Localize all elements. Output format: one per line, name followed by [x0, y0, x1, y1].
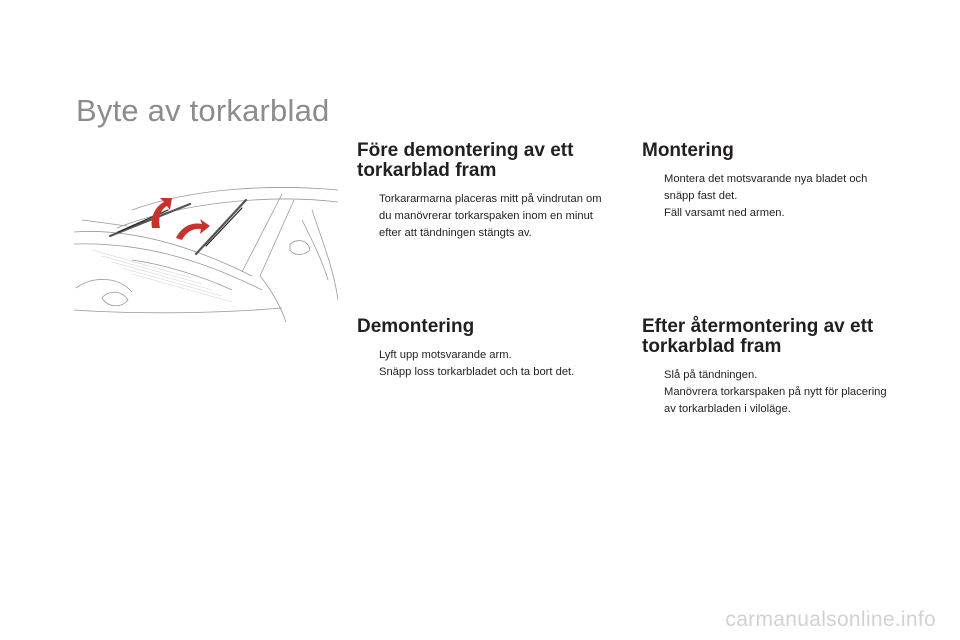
section-after-reinstallation — [642, 317, 897, 418]
list-item — [642, 384, 897, 418]
heading-line: torkarblad fram — [642, 336, 782, 357]
list-item — [642, 367, 897, 384]
instruction-list — [357, 347, 612, 381]
watermark: carmanualsonline.info — [725, 608, 936, 631]
list-item-text: Snäpp loss torkarbladet och ta bort det. — [379, 366, 575, 378]
list-item-text: Lyft upp motsvarande arm. — [379, 349, 512, 361]
heading-line: torkarblad fram — [357, 160, 497, 181]
section-removal — [357, 317, 612, 381]
section-heading — [642, 141, 897, 161]
list-item-text: Montera det motsvarande nya bladet och snäpp fast det. — [664, 173, 868, 202]
car-wiper-illustration — [72, 180, 338, 322]
list-item-text: Torkararmarna placeras mitt på vindrutan om du manövrerar torkarspaken inom en minut efter att tändningen stängts av. — [379, 193, 602, 239]
section-before-removal — [357, 141, 612, 242]
list-item-text: Manövrera torkarspaken på nytt för placering av torkarbladen i viloläge. — [664, 386, 887, 415]
heading-line: Demontering — [357, 316, 475, 337]
list-item-text: Fäll varsamt ned armen. — [664, 207, 785, 219]
heading-line: Efter återmontering av ett — [642, 316, 874, 337]
list-item — [642, 205, 897, 222]
page-title: Byte av torkarblad — [76, 93, 330, 128]
instruction-list — [357, 191, 612, 242]
section-installation — [642, 141, 897, 222]
section-heading — [642, 317, 897, 357]
section-heading — [357, 317, 612, 337]
list-item — [357, 191, 612, 242]
list-item — [357, 364, 612, 381]
heading-line: Före demontering av ett — [357, 140, 574, 161]
list-item-text: Slå på tändningen. — [664, 369, 758, 381]
instruction-list — [642, 367, 897, 418]
section-heading — [357, 141, 612, 181]
list-item — [357, 347, 612, 364]
heading-line: Montering — [642, 140, 734, 161]
list-item — [642, 171, 897, 205]
instruction-list — [642, 171, 897, 222]
